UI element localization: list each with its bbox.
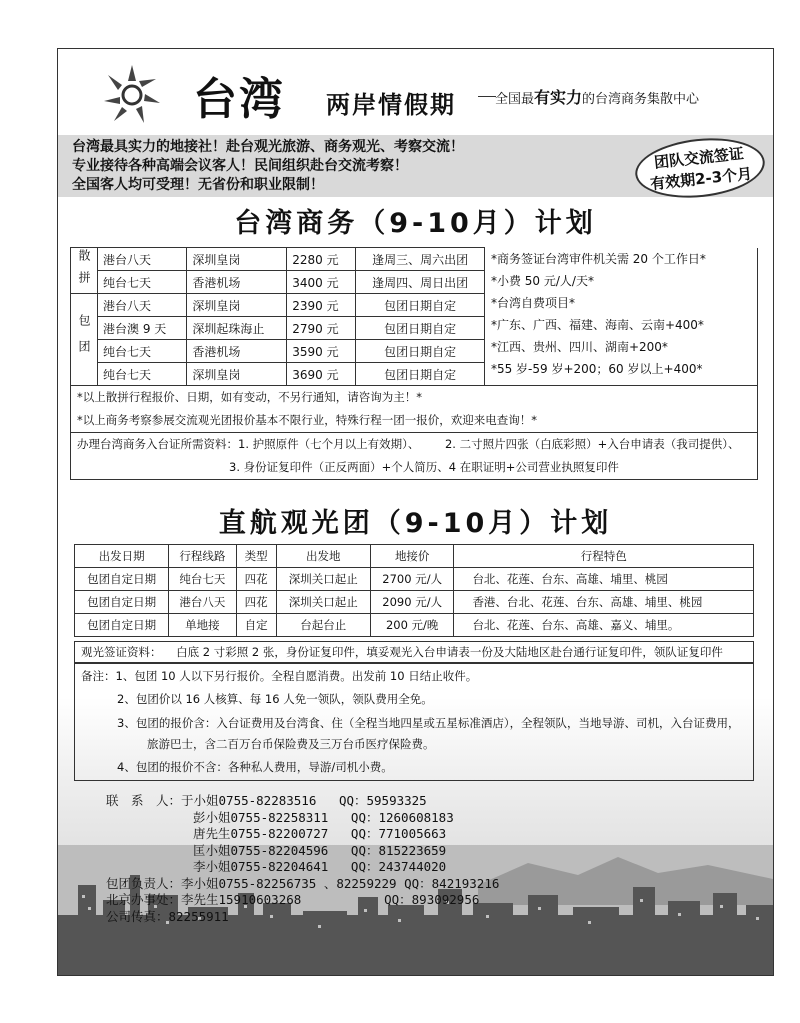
table-row bbox=[75, 614, 754, 637]
side-note: *55 岁-59 岁+200；60 岁以上+400* bbox=[490, 361, 703, 376]
docs-part: 2. 二寸照片四张（白底彩照）+入台申请表（我司提供）、 bbox=[444, 437, 740, 451]
table-cell: 2700 元/人 bbox=[370, 568, 453, 591]
column-header: 类型 bbox=[236, 545, 276, 568]
business-plan-title: 台湾商务（9-10月）计划 bbox=[234, 208, 597, 239]
date-cell: 逢周四、周日出团 bbox=[356, 271, 485, 294]
table-cell: 港台八天 bbox=[169, 591, 236, 614]
origin-cell: 深圳皇岗 bbox=[187, 363, 287, 386]
date-cell: 包团日期自定 bbox=[356, 340, 485, 363]
date-cell: 包团日期自定 bbox=[356, 294, 485, 317]
intro-line: 全国客人均可受理！无省份和职业限制！ bbox=[72, 177, 324, 193]
contact-row bbox=[106, 826, 499, 843]
origin-cell: 深圳皇岗 bbox=[187, 294, 287, 317]
visa-line bbox=[75, 642, 753, 662]
price-cell: 2280 元 bbox=[287, 248, 356, 271]
contact-row bbox=[106, 859, 499, 876]
contact-name: 唐先生0755-82200727 bbox=[193, 826, 329, 841]
table-cell: 包团自定日期 bbox=[75, 614, 169, 637]
table-cell: 200 元/晚 bbox=[370, 614, 453, 637]
side-note: *江西、贵州、四川、湖南+200* bbox=[490, 339, 668, 354]
route-cell: 纯台七天 bbox=[98, 271, 187, 294]
table-cell: 深圳关口起止 bbox=[276, 568, 370, 591]
brand-subtitle: 两岸情假期 bbox=[326, 91, 456, 119]
price-cell: 3590 元 bbox=[287, 340, 356, 363]
category-group: 包团 bbox=[71, 294, 98, 386]
contact-name: 于小姐0755-82283516 bbox=[181, 793, 317, 808]
brand-name: 台湾 bbox=[193, 74, 285, 125]
side-note: *广东、广西、福建、海南、云南+400* bbox=[490, 317, 704, 332]
fax-number: 公司传真：82255911 bbox=[106, 908, 229, 924]
contacts bbox=[106, 793, 499, 925]
origin-cell: 深圳皇岗 bbox=[187, 248, 287, 271]
origin-cell: 香港机场 bbox=[187, 340, 287, 363]
column-header: 出发地 bbox=[276, 545, 370, 568]
table-cell: 包团自定日期 bbox=[75, 591, 169, 614]
remark-line: 2、包团价以 16 人核算、每 16 人免一领队，领队费用全免。 bbox=[117, 692, 433, 706]
table-cell: 深圳关口起止 bbox=[276, 591, 370, 614]
route-cell: 纯台七天 bbox=[98, 340, 187, 363]
contact-name: 匡小姐0755-82204596 bbox=[193, 842, 329, 858]
table-cell: 台起台止 bbox=[276, 614, 370, 637]
contact-name: 李小姐0755-82204641 bbox=[193, 859, 329, 874]
note-line: *以上商务考察参展交流观光团报价基本不限行业，特殊行程一团一报价，欢迎来电查询！* bbox=[77, 413, 537, 427]
visa-label: 观光签证资料： bbox=[81, 645, 162, 659]
docs-line bbox=[71, 432, 757, 456]
docs-part: 办理台湾商务入台证所需资料：1. 护照原件（七个月以上有效期）、 bbox=[77, 437, 420, 451]
table-cell: 四花 bbox=[236, 591, 276, 614]
date-cell: 包团日期自定 bbox=[356, 317, 485, 340]
table-cell: 自定 bbox=[236, 614, 276, 637]
route-cell: 纯台七天 bbox=[98, 363, 187, 386]
table-cell: 纯台七天 bbox=[169, 568, 236, 591]
side-note: *小费 50 元/人/天* bbox=[490, 273, 594, 288]
visa-requirements bbox=[74, 641, 754, 663]
beijing-contact: 北京办事处：李先生15910603268 bbox=[106, 892, 302, 907]
tagline-pre: 全国最 bbox=[495, 92, 535, 107]
table-cell: 台北、花莲、台东、高雄、埔里、桃园 bbox=[454, 568, 754, 591]
tagline bbox=[495, 85, 699, 108]
column-header: 行程线路 bbox=[169, 545, 236, 568]
contact-row bbox=[106, 793, 499, 810]
price-cell: 3690 元 bbox=[287, 363, 356, 386]
origin-cell: 香港机场 bbox=[187, 271, 287, 294]
contact-row bbox=[106, 810, 499, 827]
contact-qq: QQ：771005663 bbox=[350, 826, 447, 841]
intro-line: 专业接待各种高端会议客人！民间组织赴台交流考察！ bbox=[72, 158, 408, 174]
beijing-qq: QQ：893092956 bbox=[384, 892, 480, 907]
flyer bbox=[57, 48, 774, 976]
side-note: *台湾自费项目* bbox=[490, 295, 575, 310]
remark-line: 备注：1、包团 10 人以下另行报价。全程自愿消费。出发前 10 日结止收件。 bbox=[81, 669, 478, 683]
route-cell: 港台八天 bbox=[98, 248, 187, 271]
column-header: 行程特色 bbox=[454, 545, 754, 568]
direct-plan-table bbox=[74, 544, 754, 637]
direct-plan-title: 直航观光团（9-10月）计划 bbox=[218, 508, 613, 539]
stamp-line: 团队交流签证 bbox=[653, 144, 745, 172]
tagline-post: 的台湾商务集散中心 bbox=[582, 92, 700, 107]
price-cell: 2790 元 bbox=[287, 317, 356, 340]
route-cell: 港台八天 bbox=[98, 294, 187, 317]
business-plan-table bbox=[70, 247, 758, 386]
column-header: 出发日期 bbox=[75, 545, 169, 568]
stamp-line: 有效期2-3个月 bbox=[649, 164, 753, 194]
beijing-office bbox=[106, 892, 499, 909]
intro-banner bbox=[58, 135, 773, 197]
tagline-strong: 有实力 bbox=[534, 88, 583, 107]
visa-text: 白底 2 寸彩照 2 张，身份证复印件，填妥观光入台申请表一份及大陆地区赴台通行证复印件，领队证复印件 bbox=[176, 645, 723, 659]
contact-qq: QQ：815223659 bbox=[350, 842, 447, 858]
remark-line: 4、包团的报价不含：各种私人费用，导游/司机小费。 bbox=[117, 760, 393, 774]
remark-line: 旅游巴士，含二百万台币保险费及三万台币医疗保险费。 bbox=[147, 737, 435, 751]
table-cell: 四花 bbox=[236, 568, 276, 591]
table-row bbox=[71, 248, 758, 271]
side-notes bbox=[484, 248, 757, 386]
contacts-label: 联 系 人： bbox=[106, 793, 182, 808]
column-header: 地接价 bbox=[370, 545, 453, 568]
category-scattered: 散拼 bbox=[71, 248, 98, 294]
contact-qq: QQ：243744020 bbox=[350, 859, 447, 874]
contact-row bbox=[106, 843, 499, 860]
table-cell: 台北、花莲、台东、高雄、嘉义、埔里。 bbox=[454, 614, 754, 637]
note-line: *以上散拼行程报价、日期，如有变动，不另行通知，请咨询为主！* bbox=[77, 390, 422, 404]
origin-cell: 深圳起珠海止 bbox=[187, 317, 287, 340]
contact-qq: QQ：1260608183 bbox=[350, 809, 454, 825]
date-cell: 逢周三、周六出团 bbox=[356, 248, 485, 271]
docs-line: 3. 身份证复印件（正反两面）+个人简历、4 在职证明+公司营业执照复印件 bbox=[229, 460, 619, 474]
route-cell: 港台澳 9 天 bbox=[98, 317, 187, 340]
table-cell: 包团自定日期 bbox=[75, 568, 169, 591]
price-cell: 2390 元 bbox=[287, 294, 356, 317]
side-note: *商务签证台湾审件机关需 20 个工作日* bbox=[490, 251, 706, 266]
contact-name: 彭小姐0755-82258311 bbox=[193, 809, 329, 825]
table-row bbox=[75, 591, 754, 614]
sun-logo-icon bbox=[100, 61, 164, 125]
intro-line: 台湾最具实力的地接社！赴台观光旅游、商务观光、考察交流！ bbox=[72, 139, 464, 155]
table-header-row bbox=[75, 545, 754, 568]
manager-contact: 包团负责人：李小姐0755-82256735 、82259229 QQ：842193216 bbox=[106, 875, 500, 891]
visa-stamp bbox=[632, 132, 767, 203]
table-cell: 单地接 bbox=[169, 614, 236, 637]
table-row bbox=[75, 568, 754, 591]
contact-qq: QQ：59593325 bbox=[338, 793, 427, 808]
remarks-box bbox=[74, 663, 754, 781]
remark-line: 3、包团的报价含：入台证费用及台湾食、住（全程当地四星或五星标准酒店），全程领队，当地导游、司机，入台证费用， bbox=[117, 716, 740, 730]
table-cell: 2090 元/人 bbox=[370, 591, 453, 614]
business-notes bbox=[70, 385, 758, 480]
tagline-dash bbox=[478, 96, 496, 97]
table-cell: 香港、台北、花莲、台东、高雄、埔里、桃园 bbox=[454, 591, 754, 614]
price-cell: 3400 元 bbox=[287, 271, 356, 294]
date-cell: 包团日期自定 bbox=[356, 363, 485, 386]
